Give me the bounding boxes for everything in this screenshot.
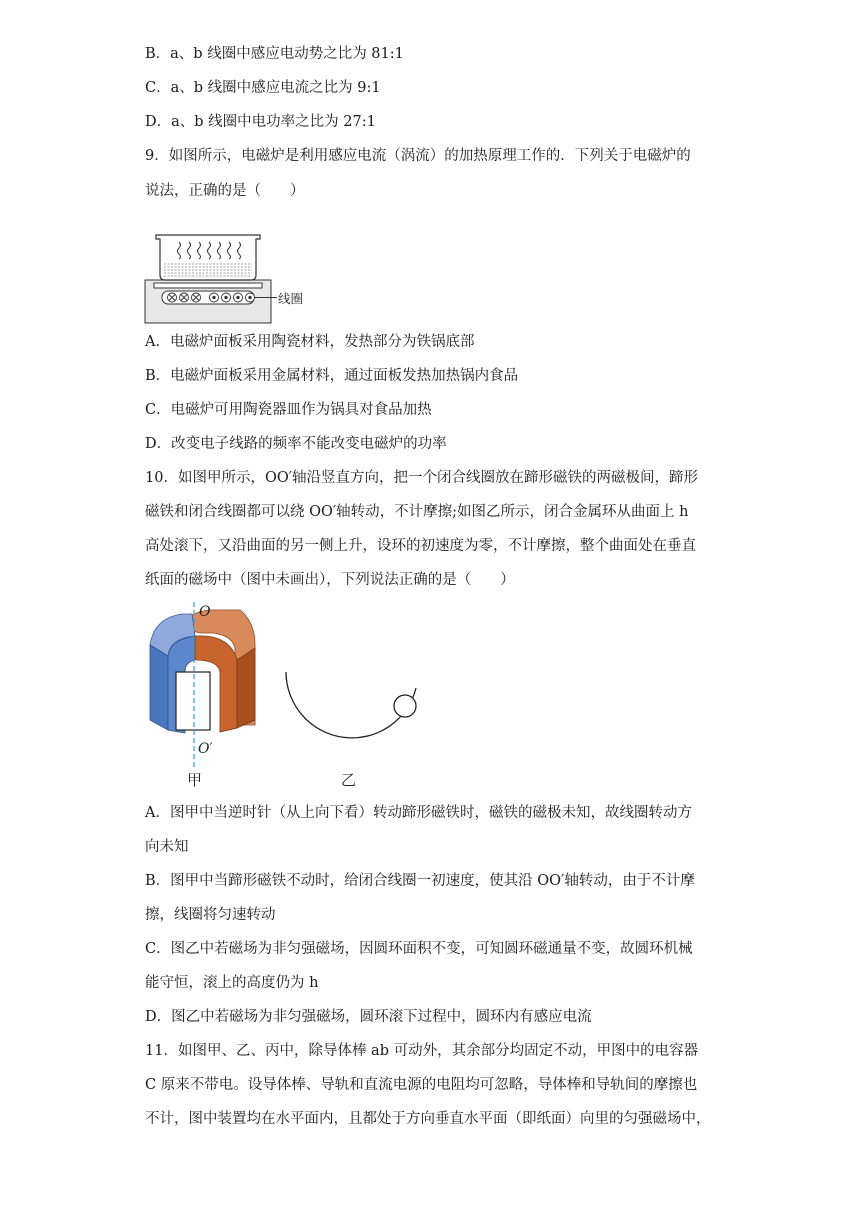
option-b-q10-line-2: 擦，线圈将匀速转动 [145,907,276,923]
coil-cross-section-in [168,293,201,302]
option-d-q10: D．图乙中若磁场为非匀强磁场，圆环滚下过程中，圆环内有感应电流 [145,1009,592,1025]
option-b-q10-line-1: B．图甲中当蹄形磁铁不动时，给闭合线圈一初速度，使其沿 OO′轴转动，由于不计摩 [145,873,695,889]
figure-label-jia: 甲 [187,771,203,789]
option-a-q10-line-1: A．图甲中当逆时针（从上向下看）转动蹄形磁铁时，磁铁的磁极未知，故线圈转动方 [145,805,692,821]
question-10-line-1: 10．如图甲所示，OO′轴沿竖直方向，把一个闭合线圈放在蹄形磁铁的两磁极间，蹄形 [145,470,699,486]
magnet-right-side [237,648,255,728]
induction-cooker-figure [144,230,304,325]
question-11-line-2: C 原来不带电。设导体棒、导轨和直流电源的电阻均可忽略，导体棒和导轨间的摩擦也 [145,1077,698,1093]
figure-label-yi: 乙 [341,771,357,789]
option-a-q10-line-2: 向未知 [145,839,189,855]
option-a-q9: A．电磁炉面板采用陶瓷材料，发热部分为铁锅底部 [145,334,475,350]
option-c-q10-line-1: C．图乙中若磁场为非匀强磁场，因圆环面积不变，可知圆环磁通量不变，故圆环机械 [145,941,693,957]
option-b-q8: B．a、b 线圈中感应电动势之比为 81:1 [145,46,404,62]
axis-label-bottom: O′ [198,741,213,757]
option-c-q10-line-2: 能守恒，滚上的高度仍为 h [145,975,319,991]
question-11-line-1: 11．如图甲、乙、丙中，除导体棒 ab 可动外，其余部分均固定不动，甲图中的电容器 [145,1043,699,1059]
option-b-q9: B．电磁炉面板采用金属材料，通过面板发热加热锅内食品 [145,368,519,384]
question-11-line-3: 不计，图中装置均在水平面内，且都处于方向垂直水平面（即纸面）向里的匀强磁场中， [145,1111,711,1127]
cooker-panel [154,283,262,288]
question-9-line-2: 说法，正确的是（ ） [145,183,305,199]
question-9-line-1: 9．如图所示，电磁炉是利用感应电流（涡流）的加热原理工作的．下列关于电磁炉的 [145,148,691,164]
axis-label-top: O [199,604,211,620]
question-10-line-3: 高处滚下，又沿曲面的另一侧上升，设环的初速度为零，不计摩擦，整个曲面处在垂直 [145,538,696,554]
option-c-q9: C．电磁炉可用陶瓷器皿作为锅具对食品加热 [145,402,432,418]
option-c-q8: C．a、b 线圈中感应电流之比为 9:1 [145,80,381,96]
metal-ring [394,695,416,717]
magnet-left-side [150,645,168,730]
question-10-line-4: 纸面的磁场中（图中未画出），下列说法正确的是（ ） [145,572,515,588]
curved-track-figure [280,668,430,768]
option-d-q8: D．a、b 线圈中电功率之比为 27:1 [145,114,376,130]
option-d-q9: D．改变电子线路的频率不能改变电磁炉的功率 [145,436,447,452]
coil-label: 线圈 [278,291,304,306]
question-10-line-2: 磁铁和闭合线圈都可以绕 OO′轴转动，不计摩擦;如图乙所示，闭合金属环从曲面上 h [145,504,689,520]
closed-coil [176,672,210,730]
